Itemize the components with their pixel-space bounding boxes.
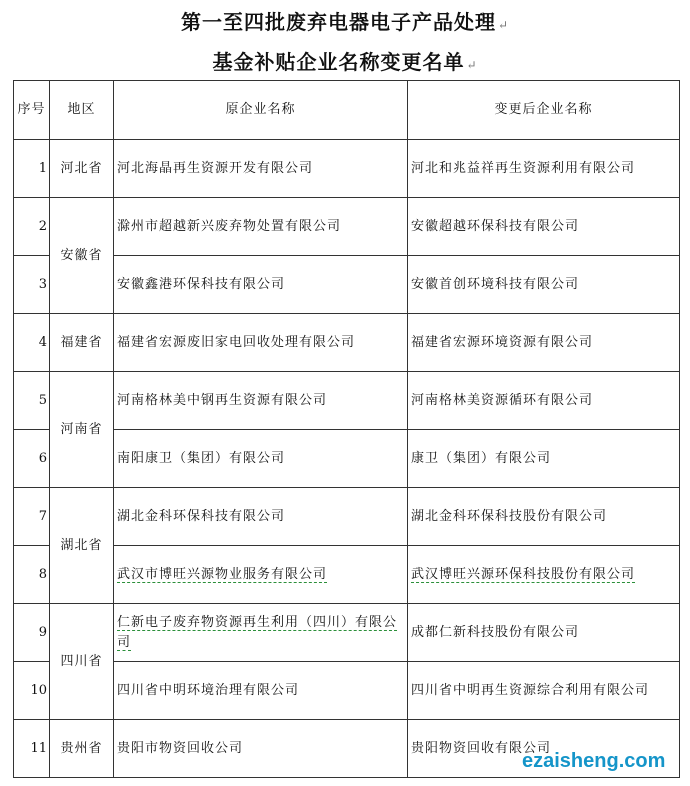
original-name-cell: 福建省宏源废旧家电回收处理有限公司 (114, 314, 408, 372)
table-row (14, 488, 680, 546)
table-row (14, 198, 680, 256)
table-row (14, 604, 680, 662)
new-name-cell: 四川省中明再生资源综合利用有限公司 (408, 662, 680, 720)
region-cell: 河北省 (50, 140, 114, 198)
new-name-cell: 武汉博旺兴源环保科技股份有限公司 (408, 546, 680, 604)
row-number: 4 (14, 314, 50, 372)
new-name-cell: 福建省宏源环境资源有限公司 (408, 314, 680, 372)
original-name-cell: 河北海晶再生资源开发有限公司 (114, 140, 408, 198)
header-original-name: 原企业名称 (114, 81, 408, 140)
region-cell: 河南省 (50, 372, 114, 488)
row-number: 10 (14, 662, 50, 720)
header-no: 序号 (14, 81, 50, 140)
original-name-cell: 贵阳市物资回收公司 (114, 720, 408, 778)
region-cell: 安徽省 (50, 198, 114, 314)
table-row (14, 662, 680, 720)
original-name-cell: 河南格林美中钢再生资源有限公司 (114, 372, 408, 430)
region-cell: 湖北省 (50, 488, 114, 604)
new-name-cell: 安徽首创环境科技有限公司 (408, 256, 680, 314)
table-row (14, 256, 680, 314)
company-name-change-table (13, 80, 680, 778)
header-region: 地区 (50, 81, 114, 140)
original-name-cell: 仁新电子废弃物资源再生利用（四川）有限公司 (114, 604, 408, 662)
original-name-cell: 滁州市超越新兴废弃物处置有限公司 (114, 198, 408, 256)
row-number: 7 (14, 488, 50, 546)
table-row (14, 372, 680, 430)
document-title-line2: 基金补贴企业名称变更名单 ↵ (212, 50, 478, 74)
original-name-cell: 武汉市博旺兴源物业服务有限公司 (114, 546, 408, 604)
new-name-cell: 成都仁新科技股份有限公司 (408, 604, 680, 662)
row-number: 5 (14, 372, 50, 430)
row-number: 8 (14, 546, 50, 604)
new-name-cell: 贵阳物资回收有限公司 (408, 720, 680, 778)
original-name-cell: 南阳康卫（集团）有限公司 (114, 430, 408, 488)
row-number: 1 (14, 140, 50, 198)
new-name-cell: 康卫（集团）有限公司 (408, 430, 680, 488)
row-number: 11 (14, 720, 50, 778)
table-row (14, 546, 680, 604)
region-cell: 贵州省 (50, 720, 114, 778)
new-name-cell: 河北和兆益祥再生资源利用有限公司 (408, 140, 680, 198)
region-cell: 福建省 (50, 314, 114, 372)
row-number: 2 (14, 198, 50, 256)
original-name-cell: 四川省中明环境治理有限公司 (114, 662, 408, 720)
header-new-name: 变更后企业名称 (408, 81, 680, 140)
row-number: 6 (14, 430, 50, 488)
new-name-cell: 湖北金科环保科技股份有限公司 (408, 488, 680, 546)
table-row (14, 314, 680, 372)
table-header-row (14, 81, 680, 140)
row-number: 3 (14, 256, 50, 314)
table-row (14, 140, 680, 198)
row-number: 9 (14, 604, 50, 662)
region-cell: 四川省 (50, 604, 114, 720)
original-name-cell: 湖北金科环保科技有限公司 (114, 488, 408, 546)
table-row (14, 430, 680, 488)
document-title-line1: 第一至四批废弃电器电子产品处理 ↵ (180, 10, 510, 34)
new-name-cell: 河南格林美资源循环有限公司 (408, 372, 680, 430)
original-name-cell: 安徽鑫港环保科技有限公司 (114, 256, 408, 314)
new-name-cell: 安徽超越环保科技有限公司 (408, 198, 680, 256)
site-watermark: ezaisheng.com (522, 750, 666, 772)
